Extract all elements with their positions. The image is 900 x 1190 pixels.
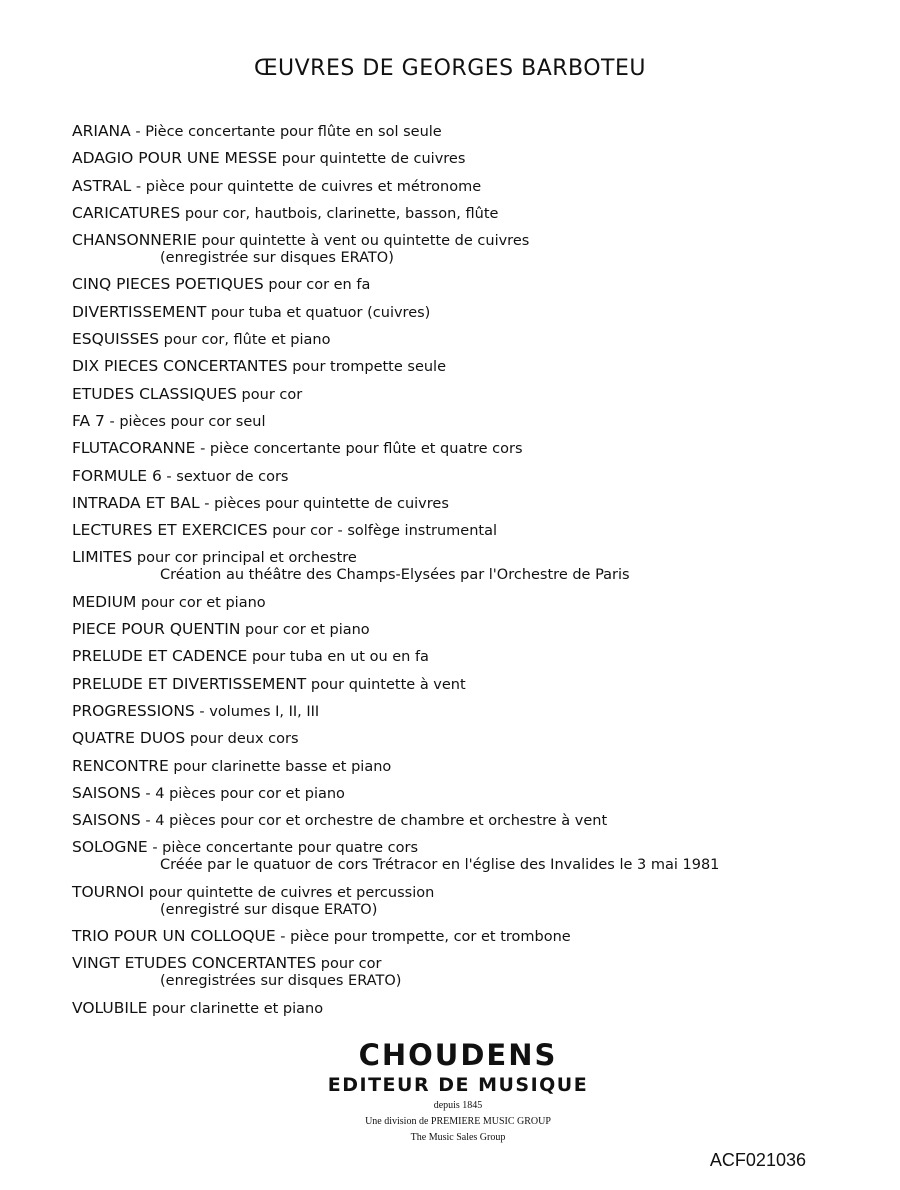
work-description: pour quintette à vent ou quintette de cuivres bbox=[196, 233, 530, 250]
work-title: ARIANA bbox=[72, 122, 131, 140]
publisher-division: Une division de PREMIERE MUSIC GROUP bbox=[365, 1116, 551, 1127]
work-item bbox=[72, 928, 872, 946]
work-item bbox=[72, 205, 872, 223]
work-item bbox=[72, 549, 872, 584]
publisher-subtitle: EDITEUR DE MUSIQUE bbox=[327, 1074, 589, 1096]
work-description: - 4 pièces pour cor et orchestre de chambre et orchestre à vent bbox=[140, 813, 608, 830]
work-description: pour quintette à vent bbox=[306, 676, 466, 693]
work-description: pour quintette de cuivres bbox=[277, 151, 466, 168]
work-description: pour tuba et quatuor (cuivres) bbox=[206, 304, 431, 321]
work-item bbox=[72, 839, 872, 874]
work-description: - Pièce concertante pour flûte en sol seule bbox=[130, 124, 442, 140]
work-note: (enregistré sur disque ERATO) bbox=[160, 901, 378, 918]
work-item bbox=[72, 440, 872, 458]
work-title: ESQUISSES bbox=[72, 330, 160, 349]
work-note: Créée par le quatuor de cors Trétracor en l'église des Invalides le 3 mai 1981 bbox=[160, 857, 720, 874]
work-title: SAISONS bbox=[72, 811, 141, 830]
work-item bbox=[72, 276, 872, 294]
catalog-code: ACF021036 bbox=[709, 1150, 806, 1170]
work-description: - pièce concertante pour flûte et quatre cors bbox=[195, 441, 523, 458]
work-item bbox=[72, 358, 872, 376]
work-description: pour cor en fa bbox=[263, 277, 371, 294]
work-title: SOLOGNE bbox=[72, 838, 148, 857]
work-title: TRIO POUR UN COLLOQUE bbox=[72, 927, 276, 946]
work-title: FA 7 bbox=[72, 411, 105, 430]
work-item bbox=[72, 730, 872, 748]
work-description: pour trompette seule bbox=[287, 359, 447, 376]
work-item bbox=[72, 758, 872, 776]
work-description: - 4 pièces pour cor et piano bbox=[140, 785, 345, 802]
work-description: pour cor, hautbois, clarinette, basson, flûte bbox=[180, 205, 499, 222]
work-title: PRELUDE ET DIVERTISSEMENT bbox=[72, 674, 307, 693]
work-description: - volumes I, II, III bbox=[194, 703, 320, 720]
work-description: pour quintette de cuivres et percussion bbox=[144, 884, 435, 901]
work-description: pour cor bbox=[236, 386, 303, 403]
work-description: - pièces pour quintette de cuivres bbox=[199, 495, 449, 512]
work-description: pour clarinette et piano bbox=[147, 1000, 324, 1017]
work-title: PIECE POUR QUENTIN bbox=[72, 620, 241, 639]
work-item bbox=[72, 785, 872, 803]
work-note: (enregistrées sur disques ERATO) bbox=[160, 973, 402, 990]
work-description: pour tuba en ut ou en fa bbox=[247, 649, 429, 666]
work-description: - pièce pour trompette, cor et trombone bbox=[275, 929, 571, 946]
work-title: TOURNOI bbox=[72, 882, 145, 901]
work-description: pour cor - solfège instrumental bbox=[267, 523, 497, 540]
work-item bbox=[72, 884, 872, 919]
work-item bbox=[72, 232, 872, 267]
work-description: pour deux cors bbox=[185, 731, 299, 748]
work-description: pour cor et piano bbox=[136, 594, 266, 611]
publisher-name: CHOUDENS bbox=[358, 1038, 558, 1072]
work-item bbox=[72, 468, 872, 486]
publisher-group: The Music Sales Group bbox=[410, 1132, 506, 1143]
work-title: PRELUDE ET CADENCE bbox=[72, 647, 248, 666]
work-title: VINGT ETUDES CONCERTANTES bbox=[72, 954, 317, 973]
work-description: - sextuor de cors bbox=[161, 468, 289, 485]
work-item bbox=[72, 594, 872, 612]
work-title: CHANSONNERIE bbox=[72, 231, 197, 250]
work-item bbox=[72, 413, 872, 431]
work-title: FLUTACORANNE bbox=[72, 439, 196, 458]
work-description: pour cor, flûte et piano bbox=[159, 332, 331, 349]
work-title: RENCONTRE bbox=[72, 756, 169, 775]
work-description: - pièces pour cor seul bbox=[104, 413, 266, 430]
page-title: ŒUVRES DE GEORGES BARBOTEU bbox=[253, 56, 647, 81]
work-item bbox=[72, 150, 872, 168]
works-list bbox=[72, 123, 872, 1027]
work-item bbox=[72, 648, 872, 666]
work-item bbox=[72, 955, 872, 990]
work-item bbox=[72, 123, 872, 141]
work-title: QUATRE DUOS bbox=[72, 729, 186, 748]
work-item bbox=[72, 522, 872, 540]
work-title: MEDIUM bbox=[72, 592, 137, 611]
publisher-since: depuis 1845 bbox=[433, 1100, 483, 1111]
work-description: pour clarinette basse et piano bbox=[168, 758, 392, 775]
work-title: PROGRESSIONS bbox=[72, 701, 195, 720]
work-title: DIX PIECES CONCERTANTES bbox=[72, 357, 288, 376]
work-title: CARICATURES bbox=[72, 203, 181, 222]
work-title: FORMULE 6 bbox=[72, 466, 162, 485]
work-item bbox=[72, 812, 872, 830]
work-title: LECTURES ET EXERCICES bbox=[72, 521, 268, 540]
publisher-block bbox=[0, 1038, 900, 1146]
work-title: INTRADA ET BAL bbox=[72, 493, 200, 512]
work-title: DIVERTISSEMENT bbox=[72, 302, 207, 321]
work-item bbox=[72, 304, 872, 322]
work-description: pour cor bbox=[316, 956, 382, 973]
work-title: ADAGIO POUR UNE MESSE bbox=[72, 149, 278, 168]
work-title: CINQ PIECES POETIQUES bbox=[72, 275, 264, 294]
work-title: ETUDES CLASSIQUES bbox=[72, 384, 237, 403]
work-item bbox=[72, 386, 872, 404]
work-title: ASTRAL bbox=[72, 176, 132, 195]
work-description: pour cor et piano bbox=[240, 622, 370, 639]
work-note: Création au théâtre des Champs-Elysées par l'Orchestre de Paris bbox=[160, 567, 630, 584]
work-item bbox=[72, 178, 872, 196]
work-description: pour cor principal et orchestre bbox=[132, 550, 357, 567]
work-title: SAISONS bbox=[72, 783, 141, 802]
work-description: - pièce pour quintette de cuivres et métronome bbox=[131, 178, 482, 195]
work-item bbox=[72, 676, 872, 694]
work-title: VOLUBILE bbox=[72, 998, 148, 1017]
work-title: LIMITES bbox=[72, 548, 133, 567]
work-item bbox=[72, 331, 872, 349]
work-item bbox=[72, 495, 872, 513]
work-item bbox=[72, 703, 872, 721]
work-item bbox=[72, 621, 872, 639]
work-item bbox=[72, 1000, 872, 1018]
work-description: - pièce concertante pour quatre cors bbox=[147, 840, 419, 857]
work-note: (enregistrée sur disques ERATO) bbox=[160, 250, 394, 267]
